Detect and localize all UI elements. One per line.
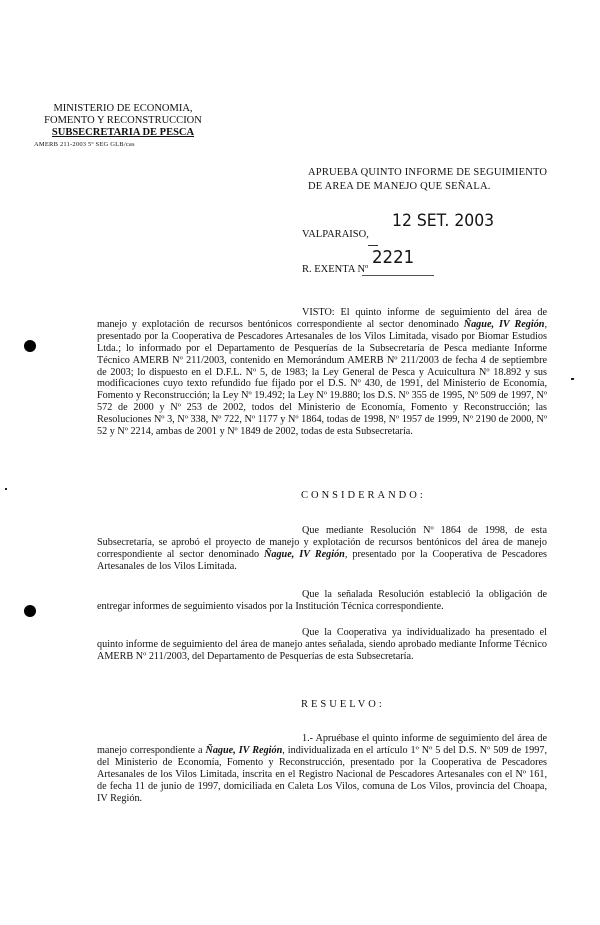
area-name: Ñague, IV Región xyxy=(205,744,283,756)
title-line-2: DE AREA DE MANEJO QUE SEÑALA. xyxy=(308,181,491,192)
resuelvo-heading: RESUELVO: xyxy=(301,699,385,710)
subsecretaria-line: SUBSECRETARIA DE PESCA xyxy=(51,127,195,138)
exenta-number: 2221 xyxy=(372,247,415,268)
ministry-header xyxy=(22,103,224,151)
visto-lead: VISTO: xyxy=(302,307,335,318)
exenta-label: R. EXENTA Nº xyxy=(302,264,369,275)
document-title xyxy=(308,166,578,194)
reference-code: AMERB 211-2003 5º SEG GLB/cas xyxy=(34,141,135,148)
place-label: VALPARAISO, xyxy=(302,229,369,240)
punch-hole-upper xyxy=(24,340,36,352)
area-name: Ñague, IV Región xyxy=(264,548,345,560)
ministry-line-1: MINISTERIO DE ECONOMIA, xyxy=(53,103,193,114)
visto-paragraph: VISTO: El quinto informe de seguimiento del área de manejo y explotación de recursos bentónicos correspondiente al sector denominado Ñague, IV Región, presentado por la Cooperativa de Pescadores Artesanales de los Vilos Limitada, visado por Biomar Estudios Ltda.; lo informado por el Departamento de Pesquerías de la Subsecretaría de Pesca mediante Informe Técnico AMERB Nº 211/2003, contenido en Memorándum AMERB Nº 211/2003 de fecha 4 de septiembre de 2003; lo dispuesto en el D.F.L. Nº 5, de 1983; la Ley General de Pesca y Acuicultura Nº 18.892 y sus modificaciones cuyo texto refundido fue fijado por el D.S. Nº 430, de 1991, del Ministerio de Economía, Fomento y Reconstrucción; la Ley Nº 19.492; la Ley Nº 19.880; los D.S. Nº 355 de 1995, Nº 509 de 1997, Nº 572 de 2000 y Nº 253 de 2002, todos del Ministerio de Economía, Fomento y Reconstrucción; las Resoluciones Nº 3, Nº 338, Nº 722, Nº 1177 y Nº 1864, todas de 1998, Nº 1957 de 1999, Nº 2190 de 2000, Nº 52 y Nº 2214, ambas de 2001 y Nº 1849 de 2002, todas de esta Subsecretaría. xyxy=(97,307,548,438)
scan-speck xyxy=(5,488,7,490)
area-name: Ñague, IV Región xyxy=(463,318,545,330)
stamp-date: 12 SET. 2003 xyxy=(392,211,495,231)
title-line-1: APRUEBA QUINTO INFORME DE SEGUIMIENTO xyxy=(308,167,548,178)
ministry-line-2: FOMENTO Y RECONSTRUCCION xyxy=(44,115,202,126)
punch-hole-lower xyxy=(24,605,36,617)
date-underline-mark xyxy=(368,245,378,246)
exenta-underline xyxy=(362,275,434,276)
considerando-heading: CONSIDERANDO: xyxy=(301,490,426,501)
considerando-paragraph-2: Que la señalada Resolución estableció la obligación de entregar informes de seguimiento visados por la Institución Técnica correspondiente. xyxy=(97,589,547,612)
considerando-paragraph-3: Que la Cooperativa ya individualizado ha presentado el quinto informe de seguimiento del área de manejo antes señalada, siendo aprobado mediante Informe Técnico AMERB Nº 211/2003, del Departamento de Pesquerías de esta Subsecretaría. xyxy=(97,627,547,662)
resuelvo-paragraph-1: 1.- Apruébase el quinto informe de seguimiento del área de manejo correspondiente a Ñague, IV Región, individualizada en el artículo 1º Nº 5 del D.S. Nº 509 de 1997, del Ministerio de Economía, Fomento y Reconstrucción, presentado por la Cooperativa de Pescadores Artesanales de los Vilos Limitada, inscrita en el Registro Nacional de Pescadores Artesanales con el Nº 161, de fecha 11 de junio de 1997, domiciliada en Caleta Los Vilos, comuna de Los Vilos, provincia del Choapa, IV Región. xyxy=(97,733,547,804)
scan-speck xyxy=(571,378,574,380)
considerando-paragraph-1: Que mediante Resolución Nº 1864 de 1998, de esta Subsecretaría, se aprobó el proyecto de manejo y explotación de recursos bentónicos del área de manejo correspondiente al sector denominado Ñague, IV Región, presentado por la Cooperativa de Pescadores Artesanales de los Vilos Limitada. xyxy=(97,525,547,572)
